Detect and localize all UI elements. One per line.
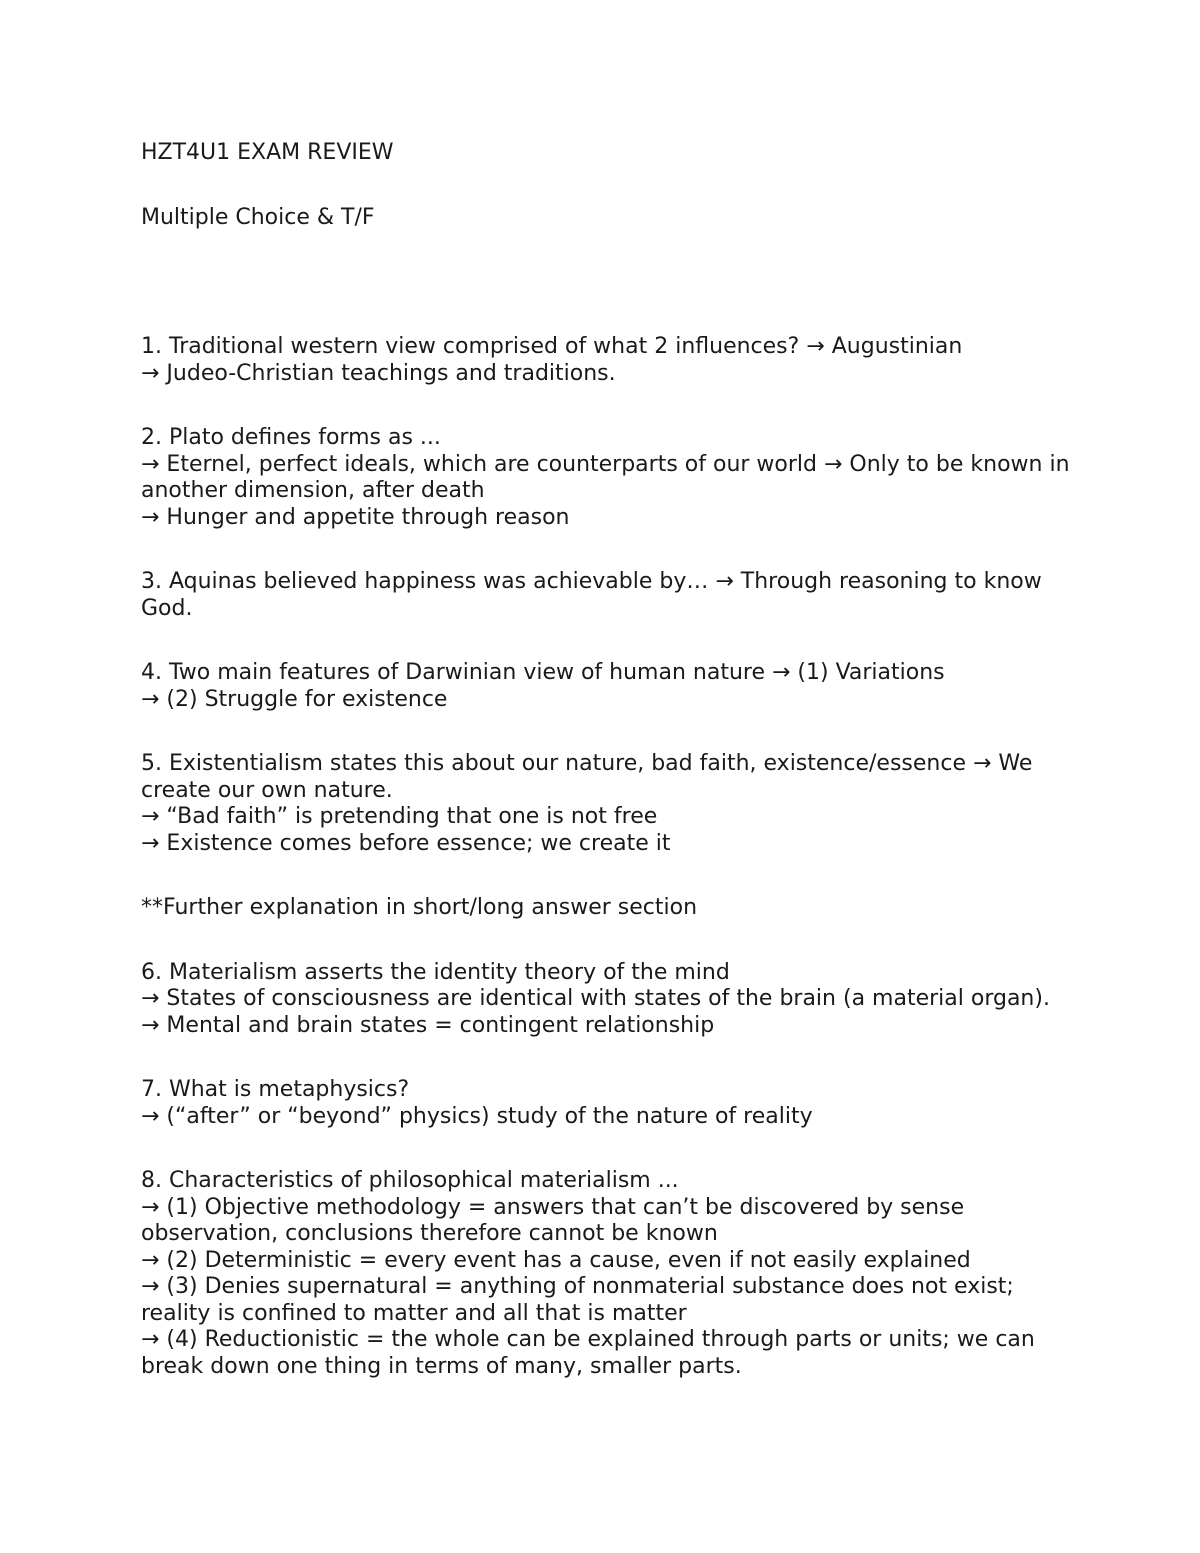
answer-line: → Judeo-Christian teachings and traditions. — [141, 360, 616, 386]
question-block — [141, 660, 1071, 713]
question-line: 4. Two main features of Darwinian view of human nature → (1) Variations — [141, 660, 945, 685]
document-page — [141, 140, 1071, 1418]
answer-line: → (2) Struggle for existence — [141, 686, 448, 712]
question-line: 7. What is metaphysics? — [141, 1077, 410, 1102]
question-line: 5. Existentialism states this about our nature, bad faith, existence/essence → We create our own nature. — [141, 751, 1033, 803]
question-line: 2. Plato defines forms as ... — [141, 425, 441, 450]
question-block — [141, 960, 1071, 1040]
answer-line: → (2) Deterministic = every event has a cause, even if not easily explained — [141, 1247, 971, 1273]
answer-line: → (4) Reductionistic = the whole can be explained through parts or units; we can break down one thing in terms of many, smaller parts. — [141, 1327, 1035, 1379]
section-heading: Multiple Choice & T/F — [141, 204, 375, 230]
answer-line: → States of consciousness are identical with states of the brain (a material organ). → Mental and brain states = contingent relationship — [141, 986, 1050, 1038]
answer-line: → (1) Objective methodology = answers that can’t be discovered by sense observation, conclusions therefore cannot be known — [141, 1194, 965, 1246]
question-block — [141, 334, 1071, 387]
answer-line: → Existence comes before essence; we create it — [141, 830, 671, 856]
answer-line: → (“after” or “beyond” physics) study of the nature of reality — [141, 1103, 813, 1129]
question-block — [141, 1077, 1071, 1130]
question-line: 8. Characteristics of philosophical materialism ... — [141, 1168, 679, 1193]
question-block — [141, 569, 1071, 622]
question-block — [141, 751, 1071, 857]
answer-line: → Hunger and appetite through reason — [141, 504, 570, 530]
question-line: 3. Aquinas believed happiness was achievable by… → Through reasoning to know God. — [141, 569, 1042, 621]
question-block — [141, 1168, 1071, 1380]
question-line: 1. Traditional western view comprised of what 2 influences? → Augustinian — [141, 334, 963, 359]
document-title: HZT4U1 EXAM REVIEW — [141, 140, 394, 165]
note-line: **Further explanation in short/long answer section — [141, 895, 698, 920]
note-block — [141, 895, 1071, 922]
answer-line: → Eternel, perfect ideals, which are counterparts of our world → Only to be known in another dimension, after death — [141, 451, 1070, 503]
question-block — [141, 425, 1071, 531]
answer-line: → “Bad faith” is pretending that one is not free — [141, 804, 658, 829]
answer-line: → (3) Denies supernatural = anything of nonmaterial substance does not exist; reality is confined to matter and all that is matter — [141, 1274, 1014, 1326]
question-line: 6. Materialism asserts the identity theory of the mind — [141, 959, 730, 985]
